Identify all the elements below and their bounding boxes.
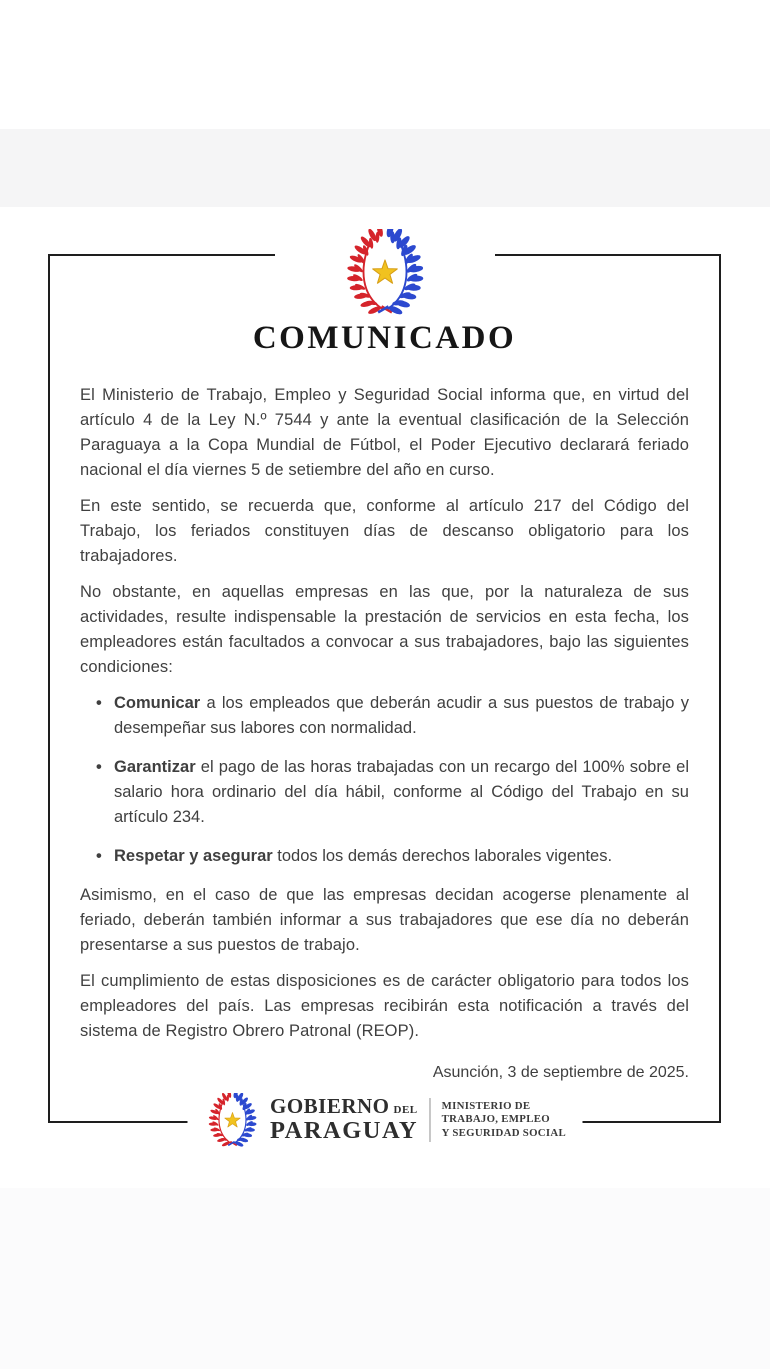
bullet-lead: Garantizar	[114, 758, 196, 776]
bullet-text: todos los demás derechos laborales vigentes.	[272, 847, 613, 865]
list-item	[96, 844, 689, 869]
ministry-name	[442, 1100, 566, 1141]
ministry-line: MINISTERIO DE	[441, 1099, 531, 1112]
list-item	[96, 755, 689, 830]
bullet-dot: •	[96, 758, 102, 776]
page-title: COMUNICADO	[252, 320, 517, 356]
ministry-line: Y SEGURIDAD SOCIAL	[441, 1126, 567, 1139]
government-footer-lockup	[187, 1089, 582, 1151]
national-emblem-top	[275, 229, 495, 317]
paraguay-wreath-star-icon	[340, 229, 430, 315]
bullet-dot: •	[96, 847, 102, 865]
paragraph: No obstante, en aquellas empresas en las que, por la naturaleza de sus actividades, resulte indispensable la prestación de servicios en esta fecha, los empleadores están facultados a convocar a sus trabajadores, bajo las siguientes condiciones:	[80, 583, 689, 676]
communique-body	[50, 256, 719, 1085]
background-band-top	[0, 129, 770, 207]
ministry-line: TRABAJO, EMPLEO	[441, 1113, 550, 1126]
bullet-text: el pago de las horas trabajadas con un recargo del 100% sobre el salario hora ordinario del día hábil, conforme al Código del Trabajo en su artículo 234.	[114, 758, 689, 826]
paraguay-wreath-star-icon	[203, 1093, 261, 1147]
bullet-text: a los empleados que deberán acudir a sus puestos de trabajo y desempeñar sus labores con normalidad.	[114, 694, 689, 737]
dateline: Asunción, 3 de septiembre de 2025.	[432, 1064, 689, 1081]
paragraph: Asimismo, en el caso de que las empresas decidan acogerse plenamente al feriado, deberán también informar a sus trabajadores que ese día no deberán presentarse a sus puestos de trabajo.	[80, 886, 689, 954]
bullet-lead: Comunicar	[114, 694, 201, 712]
gobierno-word: GOBIERNO	[269, 1094, 390, 1119]
bullet-lead: Respetar y asegurar	[114, 847, 273, 865]
background-band-bottom	[0, 1188, 770, 1369]
paragraph: En este sentido, se recuerda que, conforme al artículo 217 del Código del Trabajo, los feriados constituyen días de descanso obligatorio para los trabajadores.	[80, 497, 689, 565]
list-item	[96, 691, 689, 741]
footer-divider	[429, 1098, 431, 1142]
communique-frame	[48, 254, 721, 1145]
paraguay-word: PARAGUAY	[269, 1117, 419, 1145]
gobierno-del-paraguay-wordmark	[270, 1096, 418, 1144]
bullet-dot: •	[96, 694, 102, 712]
paragraph: El Ministerio de Trabajo, Empleo y Seguridad Social informa que, en virtud del artículo 4 de la Ley N.º 7544 y ante la eventual clasificación de la Selección Paraguaya a la Copa Mundial de Fútbol, el Poder Ejecutivo declarará feriado nacional el día viernes 5 de setiembre del año en curso.	[80, 386, 689, 479]
del-word: DEL	[393, 1104, 418, 1117]
conditions-list	[80, 691, 689, 869]
paragraph: El cumplimiento de estas disposiciones es de carácter obligatorio para todos los empleadores del país. Las empresas recibirán esta notificación a través del sistema de Registro Obrero Patronal (REOP).	[80, 972, 689, 1040]
